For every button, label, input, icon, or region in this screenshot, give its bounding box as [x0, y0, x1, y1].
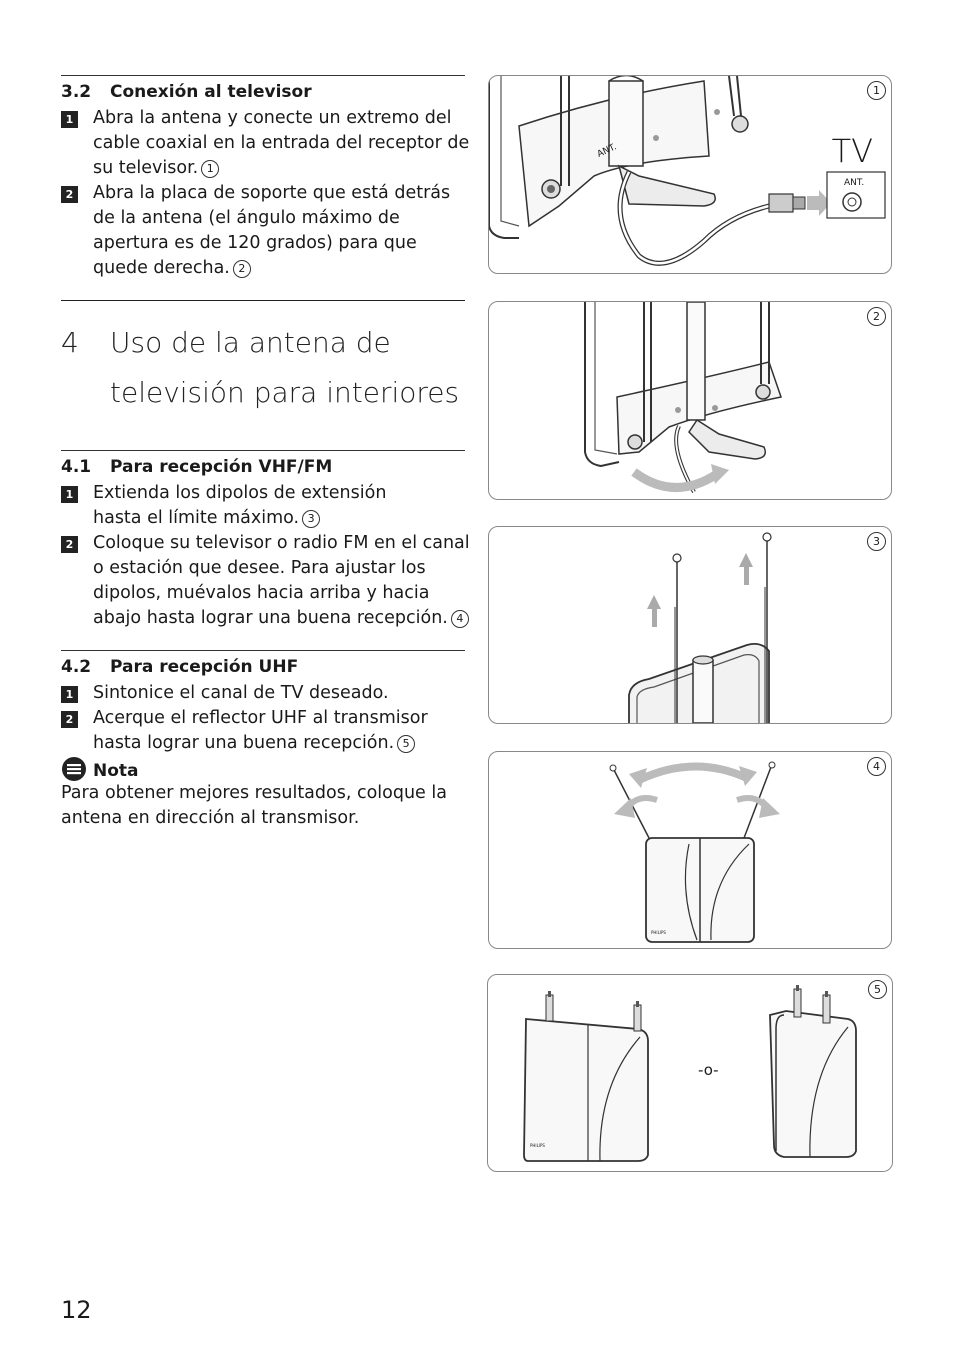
- chapter-heading: 4 Uso de la antena de televisión para interiores: [61, 326, 460, 409]
- step-3-2-2: 2 Abra la placa de soporte que está detrás de la antena (el ángulo máximo de apertura es de 120 grados) para que quede derecha. 2: [61, 181, 471, 281]
- figure-ref: 4: [451, 610, 469, 628]
- figure-number: 2: [867, 307, 886, 326]
- step-4-2-1: 1 Sintonice el canal de TV deseado.: [61, 681, 471, 706]
- step-4-2-2: 2 Acerque el reflector UHF al transmisor hasta lograr una buena recepción. 5: [61, 706, 471, 756]
- section-4-2-heading: 4.2 Para recepción UHF: [61, 657, 299, 677]
- step-4-1-2: 2 Coloque su televisor o radio FM en el canal o estación que desee. Para ajustar los dipolos, muévalos hacia arriba y hacia abajo hasta lograr una buena recepción. 4: [61, 531, 471, 631]
- adjust-dipoles-illustration: [489, 752, 891, 948]
- figure-ref: 2: [233, 260, 251, 278]
- chapter-rule: [61, 300, 465, 301]
- note-heading: Nota: [61, 756, 139, 782]
- or-separator: -o-: [698, 1061, 719, 1079]
- figure-number: 4: [867, 757, 886, 776]
- extend-dipoles-illustration: [489, 527, 891, 723]
- note-text: Para obtener mejores resultados, coloque la antena en dirección al transmisor.: [61, 783, 447, 828]
- figure-number: 1: [867, 81, 886, 100]
- brand-label: PHILIPS: [530, 1143, 545, 1148]
- ant-tv-label: ANT.: [844, 178, 865, 188]
- section-rule: [61, 75, 465, 76]
- note-icon: [61, 756, 87, 782]
- antenna-stand-illustration: [489, 302, 891, 499]
- figure-1-tv-connection: [488, 75, 892, 274]
- ant-device-label: ANT.: [595, 142, 619, 160]
- tv-label: TV: [831, 132, 873, 170]
- figure-ref: 3: [302, 510, 320, 528]
- figure-number: 3: [867, 532, 886, 551]
- figure-3-extend-dipoles: [488, 526, 892, 724]
- figure-number: 5: [868, 980, 887, 999]
- figure-4-adjust-dipoles: [488, 751, 892, 949]
- figure-ref: 1: [201, 160, 219, 178]
- section-rule: [61, 450, 465, 451]
- section-rule: [61, 650, 465, 651]
- figure-5-uhf-reflector: [487, 974, 893, 1172]
- antenna-tv-connection-illustration: [489, 76, 891, 273]
- uhf-reflector-illustration: [488, 975, 892, 1171]
- page-number: 12: [61, 1296, 92, 1324]
- section-3-2-heading: 3.2 Conexión al televisor: [61, 82, 312, 102]
- figure-ref: 5: [397, 735, 415, 753]
- brand-label: PHILIPS: [651, 930, 666, 935]
- section-4-1-heading: 4.1 Para recepción VHF/FM: [61, 457, 333, 477]
- step-4-1-1: 1 Extienda los dipolos de extensión hasta el límite máximo. 3: [61, 481, 471, 531]
- step-3-2-1: 1 Abra la antena y conecte un extremo del cable coaxial en la entrada del receptor de su televisor. 1: [61, 106, 471, 181]
- figure-2-stand: [488, 301, 892, 500]
